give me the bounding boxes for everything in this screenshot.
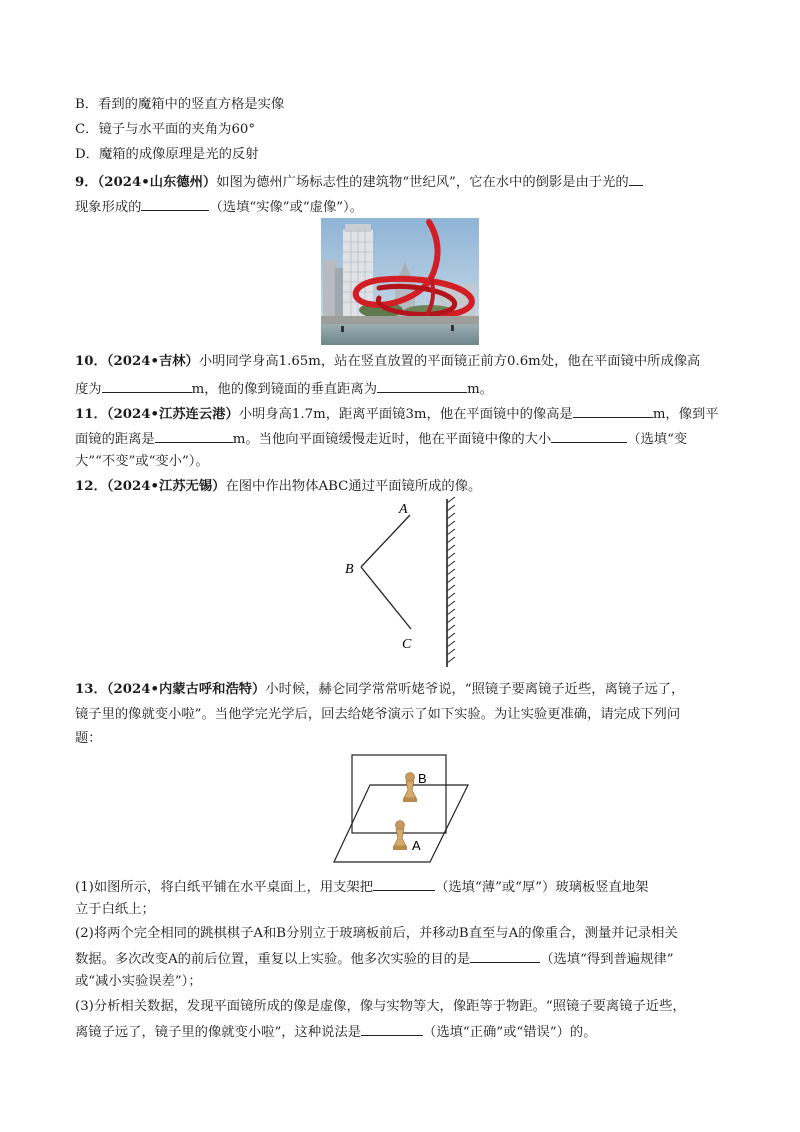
question-text: 小时候，赫仑同学常常听姥爷说，“照镜子要离镜子近些，离镜子远了，: [265, 682, 685, 697]
question-13-line-1: [75, 680, 684, 700]
question-source: （2024•吉林）: [106, 354, 199, 369]
question-text: 如图为德州广场标志性的建筑物“世纪风”，它在水中的倒影是由于光的: [216, 175, 629, 190]
question-source: （2024•江苏无锡）: [106, 479, 226, 494]
answer-blank[interactable]: [361, 1021, 423, 1036]
label-b: B: [418, 771, 427, 786]
question-13-part-1-line-1: [75, 876, 648, 898]
question-number: 9．: [75, 175, 98, 190]
question-text: 面镜的距离是: [75, 432, 155, 447]
answer-blank[interactable]: [141, 196, 209, 211]
question-text: 小明同学身高1.65m，站在竖直放置的平面镜正前方0.6m处，他在平面镜中所成像高: [198, 354, 701, 369]
question-11-line-1: [75, 403, 719, 425]
mirror-hatching: [447, 497, 455, 663]
answer-blank[interactable]: [573, 403, 653, 418]
option-c: C．镜子与水平面的夹角为60°: [75, 122, 256, 137]
question-13-part-2-line-1: (2)将两个完全相同的跳棋棋子A和B分别立于玻璃板前后，并移动B直至与A的像重合，测量并记录相关: [75, 926, 678, 941]
answer-blank[interactable]: [551, 428, 627, 443]
segment-ab: [361, 515, 410, 567]
question-10-line-2: [75, 378, 493, 400]
question-text: （选填“正确”或“错误”）的。: [423, 1025, 597, 1040]
label-a: A: [399, 502, 408, 517]
question-text: (1)如图所示，将白纸平铺在水平桌面上，用支架把: [75, 880, 374, 895]
question-text: m。当他向平面镜缓慢走近时，他在平面镜中像的大小: [232, 432, 552, 447]
question-source: （2024•内蒙古呼和浩特）: [106, 682, 266, 697]
question-source: （2024•山东德州）: [97, 175, 217, 190]
option-d: D．魔箱的成像原理是光的反射: [75, 147, 259, 162]
question-text: （选填“实像”或“虚像”）。: [209, 200, 363, 215]
glass-plate-experiment-diagram: [330, 752, 470, 867]
question-13-part-2-line-2: [75, 948, 674, 970]
question-13-line-3: 题：: [75, 731, 102, 746]
answer-blank[interactable]: [377, 378, 467, 393]
sculpture-photo: [321, 218, 479, 345]
chess-piece-b: [403, 773, 417, 803]
option-b: B．看到的魔箱中的竖直方格是实像: [75, 97, 285, 112]
question-9-line-2: [75, 196, 363, 218]
answer-blank[interactable]: [470, 948, 540, 963]
question-number: 12．: [75, 479, 107, 494]
answer-blank[interactable]: [373, 876, 435, 891]
question-13-part-3-line-2: [75, 1021, 597, 1043]
question-13-line-2: 镜子里的像就变小啦”。当他学完光学后，回去给姥爷演示了如下实验。为让实验更准确，请完成下列问: [75, 707, 681, 722]
question-text: 度为: [75, 382, 102, 397]
question-text: m。: [467, 382, 493, 397]
question-10-line-1: [75, 352, 700, 372]
mirror-abc-diagram: [335, 495, 465, 675]
question-number: 13．: [75, 682, 107, 697]
question-11-line-3: 大”“不变”或“变小”）。: [75, 454, 209, 469]
question-13-part-2-line-3: 或“减小实验误差”）；: [75, 974, 202, 989]
question-text: 在图中作出物体ABC通过平面镜所成的像。: [225, 479, 482, 494]
question-12-line-1: [75, 477, 481, 497]
segment-bc: [361, 567, 411, 629]
question-11-line-2: [75, 428, 687, 450]
question-text: 小明身高1.7m，距离平面镜3m，他在平面镜中的像高是: [238, 407, 573, 422]
question-9-line-1: [75, 171, 643, 193]
question-text: 现象形成的: [75, 200, 142, 215]
question-13-part-1-line-2: 立于白纸上；: [75, 902, 155, 917]
question-text: 离镜子远了，镜子里的像就变小啦”，这种说法是: [75, 1025, 362, 1040]
question-text: （选填“薄”或“厚”）玻璃板竖直地架: [435, 880, 649, 895]
question-source: （2024•江苏连云港）: [106, 407, 239, 422]
question-text: m，像到平: [652, 407, 719, 422]
question-text: m，他的像到镜面的垂直距离为: [191, 382, 378, 397]
answer-blank[interactable]: [155, 428, 233, 443]
label-c: C: [402, 637, 412, 652]
answer-blank[interactable]: [102, 378, 192, 393]
question-number: 10．: [75, 354, 107, 369]
answer-blank[interactable]: [629, 171, 643, 186]
label-a: A: [412, 838, 421, 853]
question-text: （选填“变: [627, 432, 688, 447]
question-13-part-3-line-1: (3)分析相关数据，发现平面镜所成的像是虚像，像与实物等大，像距等于物距。“照镜子要离镜子近些，: [75, 999, 686, 1014]
question-number: 11．: [75, 407, 107, 422]
question-text: （选填“得到普遍规律”: [540, 952, 674, 967]
question-text: 数据。多次改变A的前后位置，重复以上实验。他多次实验的目的是: [75, 952, 471, 967]
label-b: B: [345, 562, 354, 577]
chess-piece-a: [393, 821, 407, 851]
